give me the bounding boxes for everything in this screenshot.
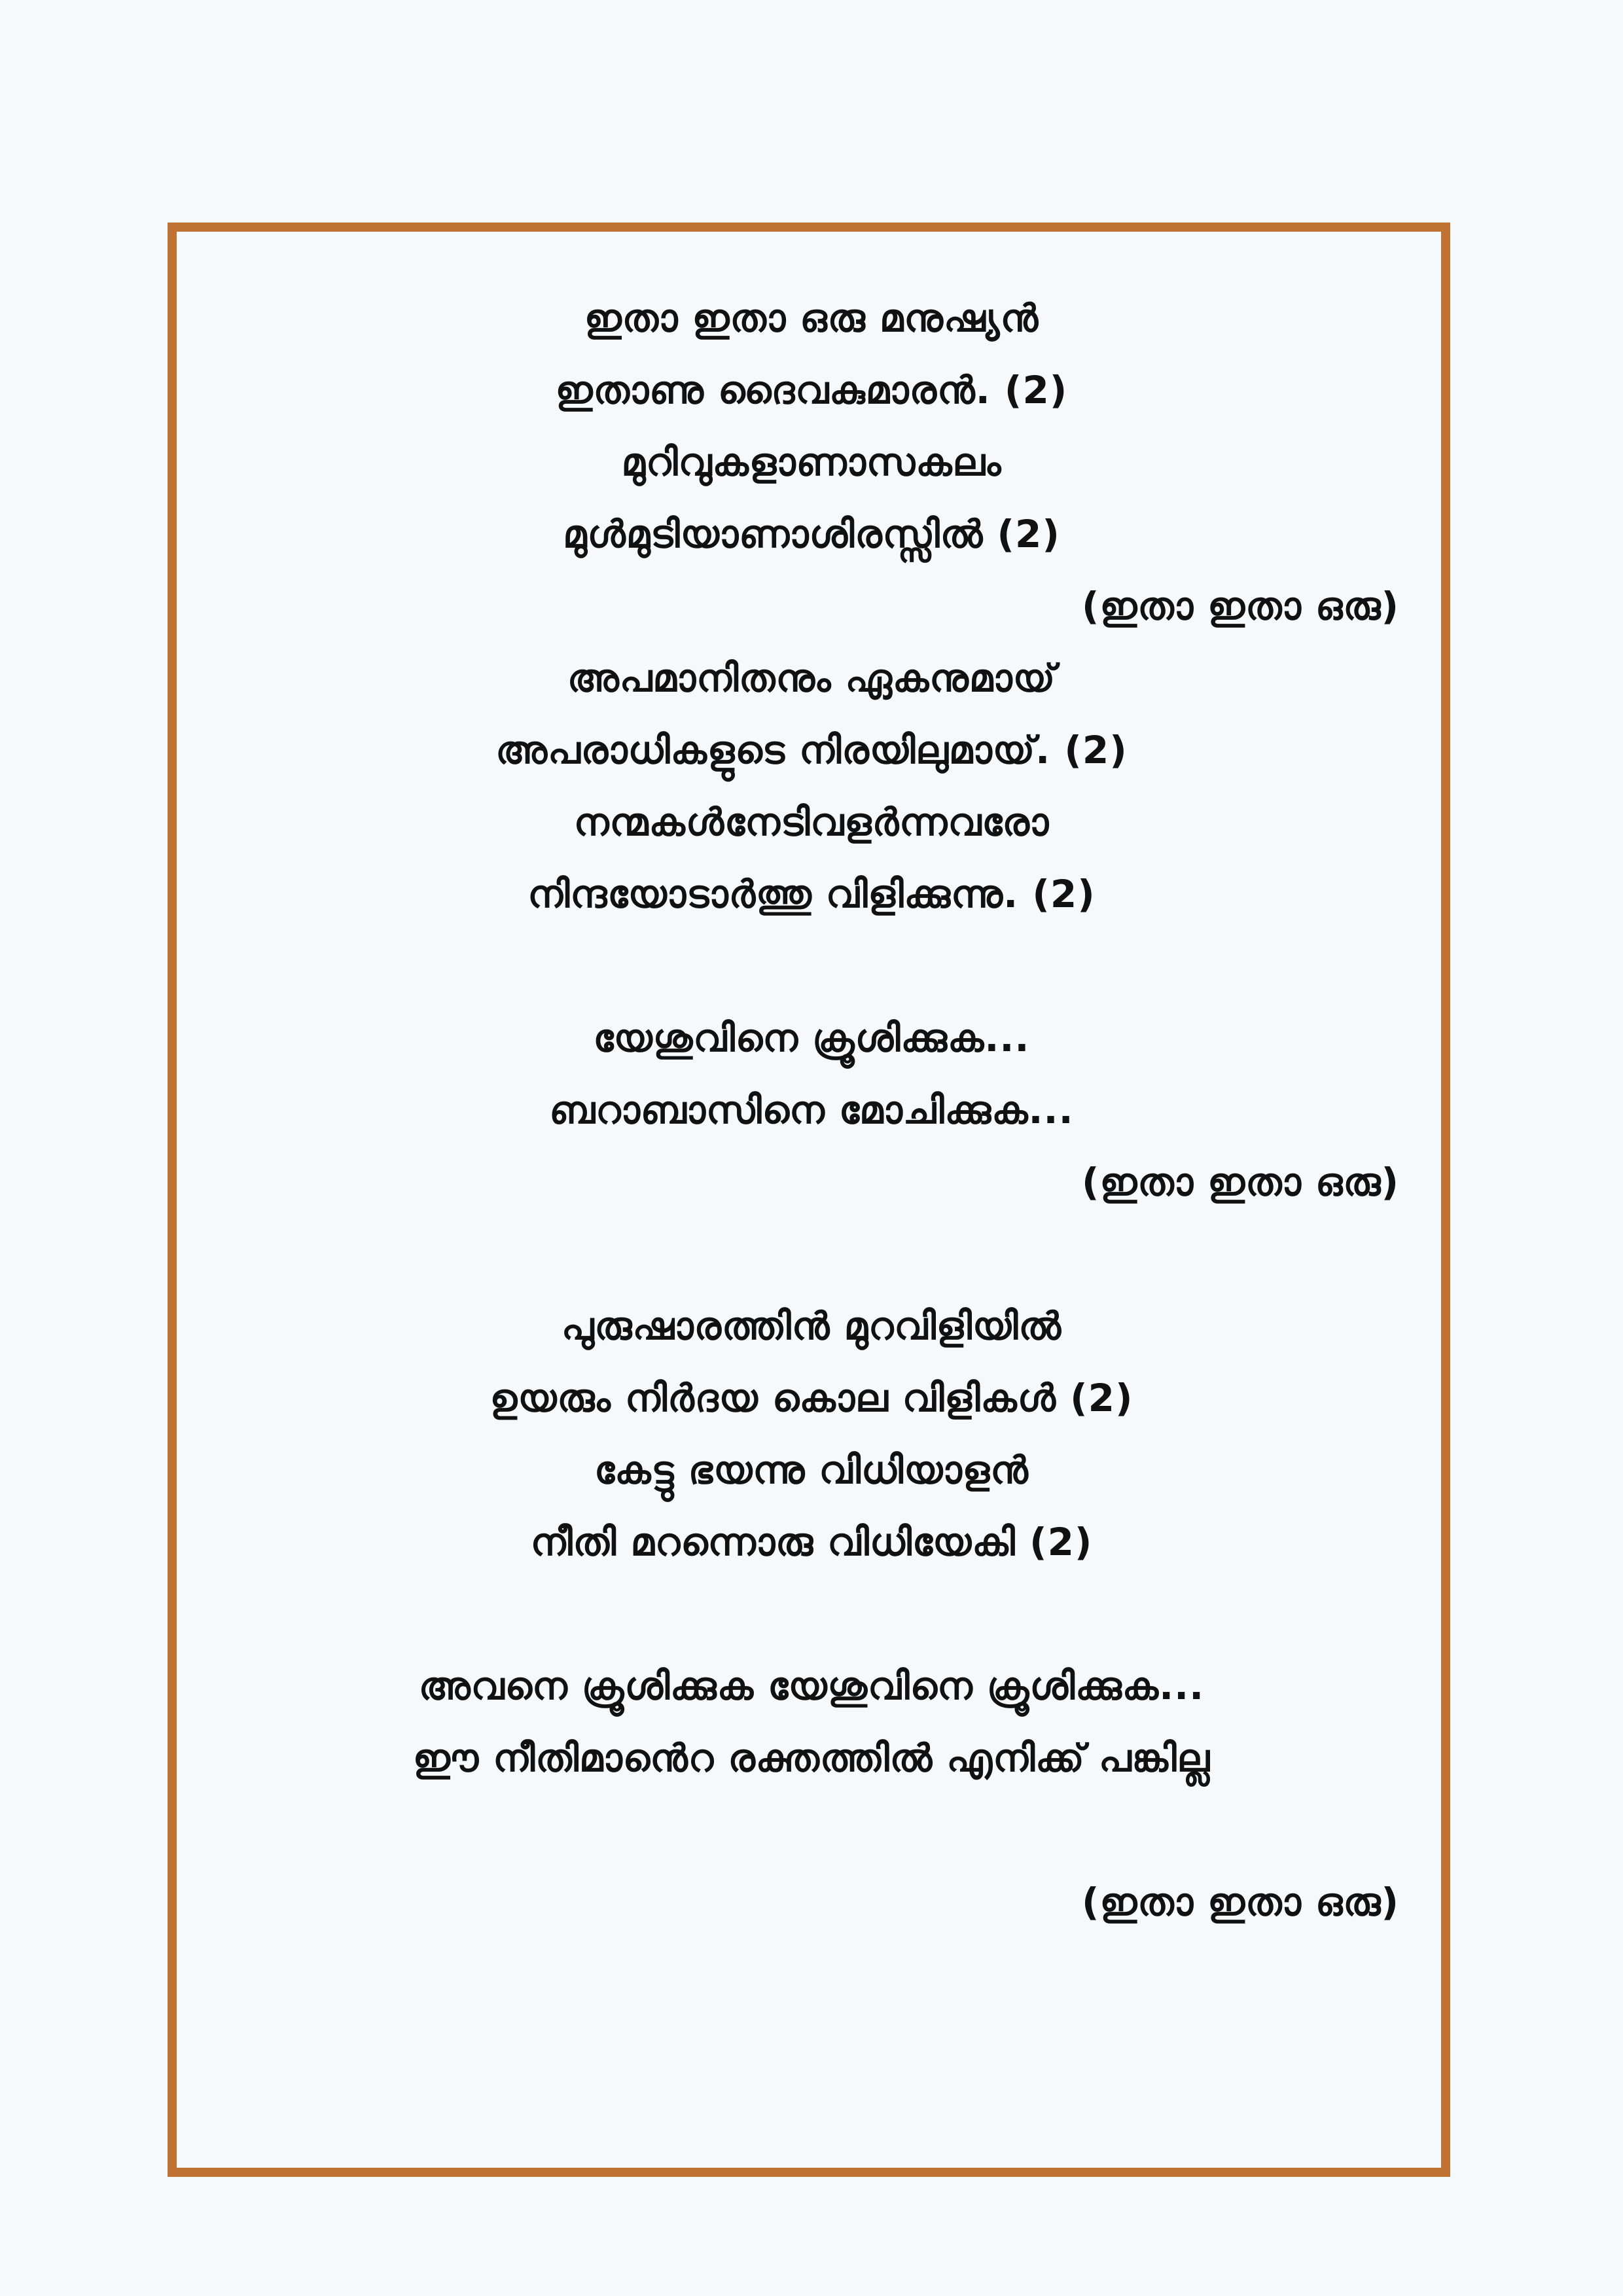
lyric-line-5: അപമാനിതനും ഏകനുമായ് xyxy=(567,656,1056,700)
refrain-marker-3: (ഇതാ ഇതാ ഒരു) xyxy=(1082,1880,1399,1924)
lyric-line-8: നിന്ദയോടാർത്തു വിളിക്കുന്നു. (2) xyxy=(527,872,1096,916)
lyric-line-15: അവനെ ക്രൂശിക്കുക യേശുവിനെ ക്രൂശിക്കുക... xyxy=(418,1664,1205,1708)
lyric-line-2: ഇതാണു ദൈവകുമാരൻ. (2) xyxy=(555,368,1068,412)
lyric-line-11: പുരുഷാരത്തിൻ മുറവിളിയിൽ xyxy=(561,1304,1062,1348)
lyric-line-12: ഉയരും നിർദയ കൊല വിളികൾ (2) xyxy=(490,1376,1133,1420)
lyric-line-14: നീതി മറന്നൊരു വിധിയേകി (2) xyxy=(530,1520,1093,1564)
lyric-line-3: മുറിവുകളാണാസകലം xyxy=(621,440,1002,484)
lyric-line-7: നന്മകൾനേടിവളർന്നവരോ xyxy=(573,800,1050,844)
lyric-line-4: മുൾമുടിയാണാശിരസ്സിൽ (2) xyxy=(563,512,1060,556)
lyric-line-1: ഇതാ ഇതാ ഒരു മനുഷ്യൻ xyxy=(584,296,1039,340)
lyric-line-10: ബറാബാസിനെ മോചിക്കുക... xyxy=(549,1088,1074,1132)
refrain-marker-1: (ഇതാ ഇതാ ഒരു) xyxy=(1082,584,1399,628)
refrain-marker-2: (ഇതാ ഇതാ ഒരു) xyxy=(1082,1160,1399,1204)
lyric-line-9: യേശുവിനെ ക്രൂശിക്കുക... xyxy=(593,1016,1030,1060)
lyric-line-6: അപരാധികളുടെ നിരയിലുമായ്. (2) xyxy=(495,728,1128,772)
lyric-line-13: കേട്ടു ഭയന്നു വിധിയാളൻ xyxy=(594,1448,1029,1492)
lyric-line-16: ഈ നീതിമാൻെറ രക്തത്തിൽ എനിക്ക് പങ്കില്ല xyxy=(412,1736,1211,1780)
